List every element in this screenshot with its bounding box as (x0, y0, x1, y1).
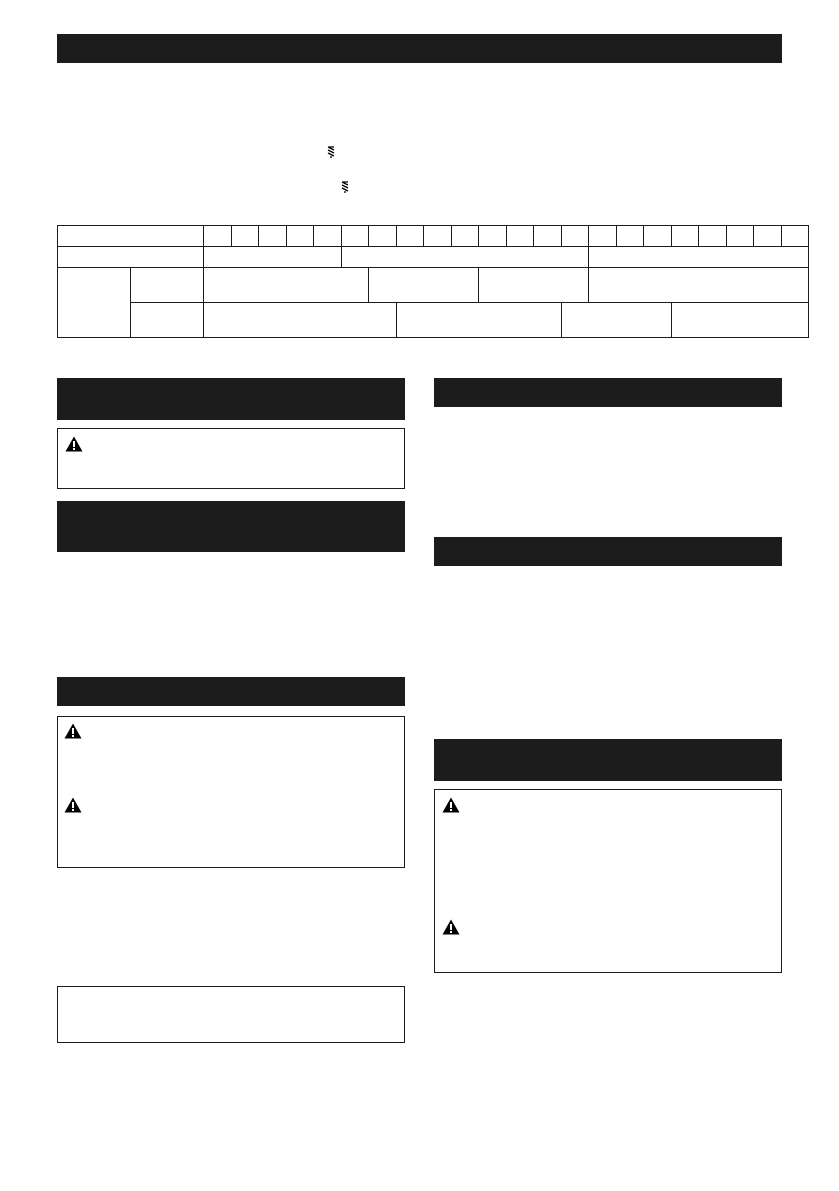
table-cell (534, 226, 562, 247)
warning-box (57, 716, 405, 868)
table-cell (781, 226, 809, 247)
section-title-bar (434, 739, 782, 781)
table-cell (616, 226, 644, 247)
section-title-bar (57, 501, 405, 552)
table-row (58, 303, 809, 338)
table-cell (58, 226, 204, 247)
table-cell (204, 226, 232, 247)
drill-bit-icon (327, 146, 335, 160)
table-cell (369, 268, 479, 303)
table-row (58, 226, 809, 247)
table-cell (754, 226, 782, 247)
table-cell (589, 226, 617, 247)
table-cell (204, 303, 397, 338)
table-cell (671, 303, 809, 338)
warning-triangle-icon (442, 797, 460, 813)
table-cell (644, 226, 672, 247)
table-cell (479, 268, 589, 303)
speed-settings-table (57, 225, 809, 338)
table-cell (671, 226, 699, 247)
table-row (58, 268, 809, 303)
warning-triangle-icon (64, 723, 82, 739)
table-cell (396, 303, 561, 338)
table-cell (131, 268, 204, 303)
table-cell (204, 268, 369, 303)
note-box (57, 986, 405, 1043)
section-title-bar (57, 378, 405, 420)
table-cell (589, 268, 809, 303)
drill-bit-icon (341, 181, 349, 195)
table-cell (58, 247, 204, 268)
table-cell (231, 226, 259, 247)
table-cell (479, 226, 507, 247)
section-title-bar-top (57, 34, 782, 63)
table-cell (131, 303, 204, 338)
table-cell (424, 226, 452, 247)
warning-triangle-icon (65, 436, 83, 452)
table-cell (451, 226, 479, 247)
table-cell (506, 226, 534, 247)
table-cell (699, 226, 727, 247)
warning-triangle-icon (442, 919, 460, 935)
warning-box (57, 428, 405, 489)
table-cell (561, 303, 671, 338)
warning-triangle-icon (64, 797, 82, 813)
table-cell (204, 247, 342, 268)
table-cell (369, 226, 397, 247)
table-cell (341, 226, 369, 247)
table-cell (589, 247, 809, 268)
table-cell (58, 268, 131, 338)
table-cell (726, 226, 754, 247)
section-title-bar (434, 537, 782, 566)
section-title-bar (57, 677, 405, 706)
table-cell (286, 226, 314, 247)
table-row (58, 247, 809, 268)
warning-box (434, 789, 782, 973)
table-cell (396, 226, 424, 247)
table-cell (341, 247, 589, 268)
section-title-bar (434, 378, 782, 407)
table-cell (259, 226, 287, 247)
table-cell (561, 226, 589, 247)
table-cell (314, 226, 342, 247)
